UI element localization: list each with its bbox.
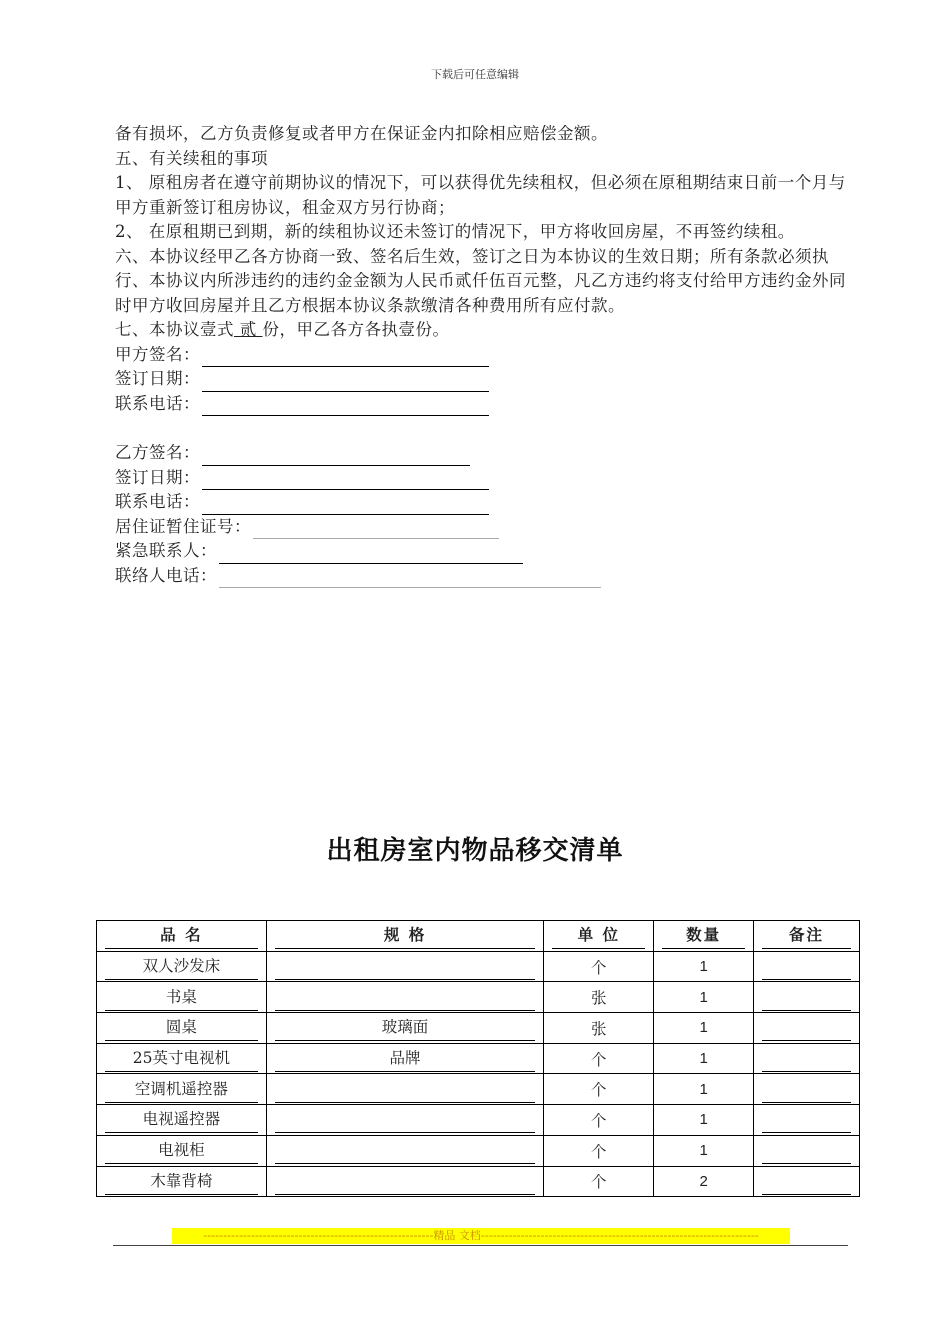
party-b-phone-field[interactable]: [202, 496, 489, 515]
table-row: [97, 951, 860, 982]
item-name: 书桌: [97, 982, 267, 1013]
item-name: 圆桌: [97, 1013, 267, 1044]
emergency-contact-field[interactable]: [219, 545, 523, 564]
party-a-sign-label: 甲方签名：: [115, 344, 200, 364]
item-spec: [266, 1135, 544, 1166]
paragraph: 1、 原租房者在遵守前期协议的情况下，可以获得优先续租权，但必须在原租期结束日前一个月与甲方重新签订租房协议，租金双方另行协商；: [115, 173, 846, 217]
contact-phone-field[interactable]: [219, 569, 601, 588]
party-a-sign-field[interactable]: [202, 348, 489, 367]
party-b-date-field[interactable]: [202, 471, 489, 490]
copies-clause: [115, 318, 855, 343]
party-a-sign-line: [115, 343, 855, 368]
item-unit: 张: [544, 1013, 654, 1044]
col-header-name: 品 名: [97, 921, 267, 952]
item-name: 空调机遥控器: [97, 1074, 267, 1105]
item-unit: 个: [544, 1105, 654, 1136]
item-qty: 1: [654, 1043, 754, 1074]
party-b-sign-line: [115, 441, 855, 466]
party-a-date-field[interactable]: [202, 373, 489, 392]
item-note: [754, 1043, 860, 1074]
item-qty: 1: [654, 1135, 754, 1166]
party-a-date-line: [115, 367, 855, 392]
item-note: [754, 1013, 860, 1044]
item-unit: 个: [544, 1166, 654, 1197]
item-note: [754, 1135, 860, 1166]
table-row: [97, 1105, 860, 1136]
item-note: [754, 982, 860, 1013]
item-spec: [266, 982, 544, 1013]
copies-suffix: 份，甲乙各方各执壹份。: [262, 320, 450, 339]
party-b-sign-field[interactable]: [202, 447, 470, 466]
item-qty: 1: [654, 951, 754, 982]
col-header-spec: 规 格: [266, 921, 544, 952]
paragraph: 六、本协议经甲乙各方协商一致、签名后生效，签订之日为本协议的生效日期；所有条款必须执行、本协议内所涉违约的违约金金额为人民币贰仟伍百元整，凡乙方违约将支付给甲方违约金外同时甲方收回房屋并且乙方根据本协议条款缴清各种费用所有应付款。: [115, 246, 846, 315]
item-qty: 2: [654, 1166, 754, 1197]
paragraph: 2、 在原租期已到期，新的续租协议还未签订的情况下，甲方将收回房屋，不再签约续租。: [115, 222, 795, 241]
item-qty: 1: [654, 1013, 754, 1044]
table-row: [97, 1013, 860, 1044]
item-spec: [266, 1074, 544, 1105]
header-note: 下载后可任意编辑: [431, 68, 519, 81]
item-note: [754, 1166, 860, 1197]
party-a-phone-field[interactable]: [202, 397, 489, 416]
party-b-phone-label: 联系电话：: [115, 492, 200, 511]
col-header-qty: 数量: [654, 921, 754, 952]
col-header-note: 备注: [754, 921, 860, 952]
copies-count: 贰: [234, 320, 263, 339]
inventory-table: [96, 920, 860, 1197]
residence-permit-line: [115, 515, 855, 540]
footer-banner: ----------------------------------------------------------精品 文档----------------------------------------------------------------------: [172, 1228, 790, 1244]
item-spec: [266, 1105, 544, 1136]
paragraph: 备有损坏，乙方负责修复或者甲方在保证金内扣除相应赔偿金额。: [115, 124, 608, 143]
item-unit: 个: [544, 1074, 654, 1105]
copies-prefix: 七、本协议壹式: [115, 320, 234, 339]
item-qty: 1: [654, 982, 754, 1013]
inventory-title: 出租房室内物品移交清单: [326, 836, 624, 866]
item-name: 25英寸电视机: [97, 1043, 267, 1074]
item-spec: 玻璃面: [266, 1013, 544, 1044]
item-note: [754, 951, 860, 982]
residence-permit-label: 居住证暂住证号：: [115, 516, 251, 536]
item-name: 电视遥控器: [97, 1105, 267, 1136]
party-b-phone-line: [115, 490, 855, 515]
table-row: [97, 1043, 860, 1074]
item-spec: 品牌: [266, 1043, 544, 1074]
item-qty: 1: [654, 1105, 754, 1136]
party-a-phone-line: [115, 392, 855, 417]
party-a-date-label: 签订日期：: [115, 369, 200, 388]
party-b-date-label: 签订日期：: [115, 467, 200, 487]
item-spec: [266, 1166, 544, 1197]
item-qty: 1: [654, 1074, 754, 1105]
table-row: [97, 982, 860, 1013]
item-name: 双人沙发床: [97, 951, 267, 982]
paragraph: 五、有关续租的事项: [115, 148, 268, 168]
table-row: [97, 1135, 860, 1166]
table-header-row: [97, 921, 860, 952]
item-spec: [266, 951, 544, 982]
emergency-contact-line: [115, 539, 855, 564]
party-b-date-line: [115, 466, 855, 491]
item-unit: 个: [544, 951, 654, 982]
emergency-contact-label: 紧急联系人：: [115, 541, 217, 560]
residence-permit-field[interactable]: [253, 520, 499, 539]
item-unit: 个: [544, 1043, 654, 1074]
agreement-body: [115, 122, 855, 588]
table-row: [97, 1166, 860, 1197]
item-note: [754, 1074, 860, 1105]
item-name: 木靠背椅: [97, 1166, 267, 1197]
table-row: [97, 1074, 860, 1105]
party-a-phone-label: 联系电话：: [115, 393, 200, 413]
item-name: 电视柜: [97, 1135, 267, 1166]
party-b-sign-label: 乙方签名：: [115, 443, 200, 462]
footer-divider: [113, 1245, 848, 1246]
contact-phone-label: 联络人电话：: [115, 565, 217, 585]
item-note: [754, 1105, 860, 1136]
col-header-unit: 单 位: [544, 921, 654, 952]
item-unit: 张: [544, 982, 654, 1013]
item-unit: 个: [544, 1135, 654, 1166]
contact-phone-line: [115, 564, 855, 589]
